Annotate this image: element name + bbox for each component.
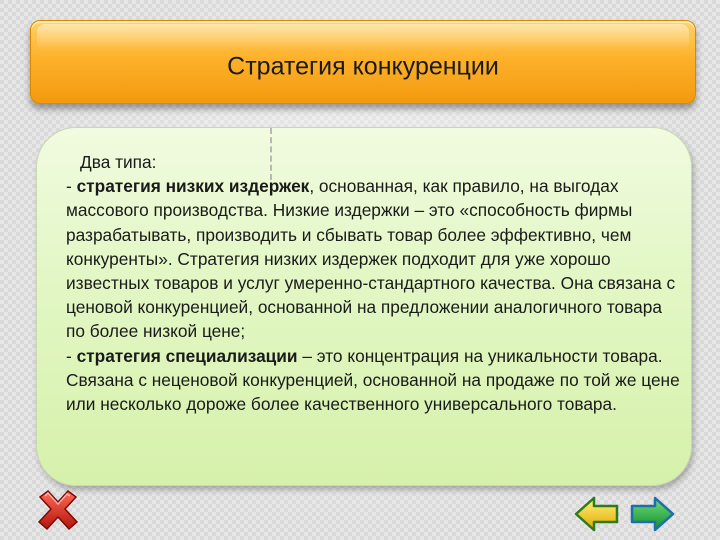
yellow-arrow-left-icon <box>573 495 621 533</box>
close-button[interactable] <box>34 487 82 533</box>
strategy-specialization <box>61 344 681 417</box>
strategy-specialization-title: стратегия специализации <box>76 345 298 366</box>
strategy-low-cost-prefix: - <box>66 176 77 197</box>
red-x-close-icon <box>34 487 82 533</box>
strategy-low-cost <box>61 174 681 343</box>
title-bar-sheen <box>37 24 689 50</box>
content-text <box>61 150 681 416</box>
strategy-low-cost-title: стратегия низких издержек <box>76 176 310 197</box>
intro-line: Два типа: <box>80 152 157 172</box>
strategy-low-cost-text: , основанная, как правило, на выгодах массового производства. Низкие издержки – это «способность фирмы разрабатывать, производить и сбывать товар более эффективно, чем конкуренты». Стратегия низких издержек подходит для уже хорошо известных товаров и услуг умеренно-стандартного качества. Она связана с ценовой конкуренцией, основанной на предложении аналогичного товара по более низкой цене; <box>66 176 676 342</box>
strategy-specialization-prefix: - <box>66 345 77 366</box>
slide-title: Стратегия конкуренции <box>227 52 499 81</box>
green-arrow-right-icon <box>628 495 676 533</box>
title-bar <box>30 20 696 104</box>
strategy-specialization-text: – это концентрация на уникальности товара. Связана с неценовой конкуренцией, основанной на продаже по той же цене или несколько дороже более качественного универсального товара. <box>66 345 680 415</box>
next-button[interactable] <box>628 495 676 533</box>
previous-button[interactable] <box>573 495 621 533</box>
